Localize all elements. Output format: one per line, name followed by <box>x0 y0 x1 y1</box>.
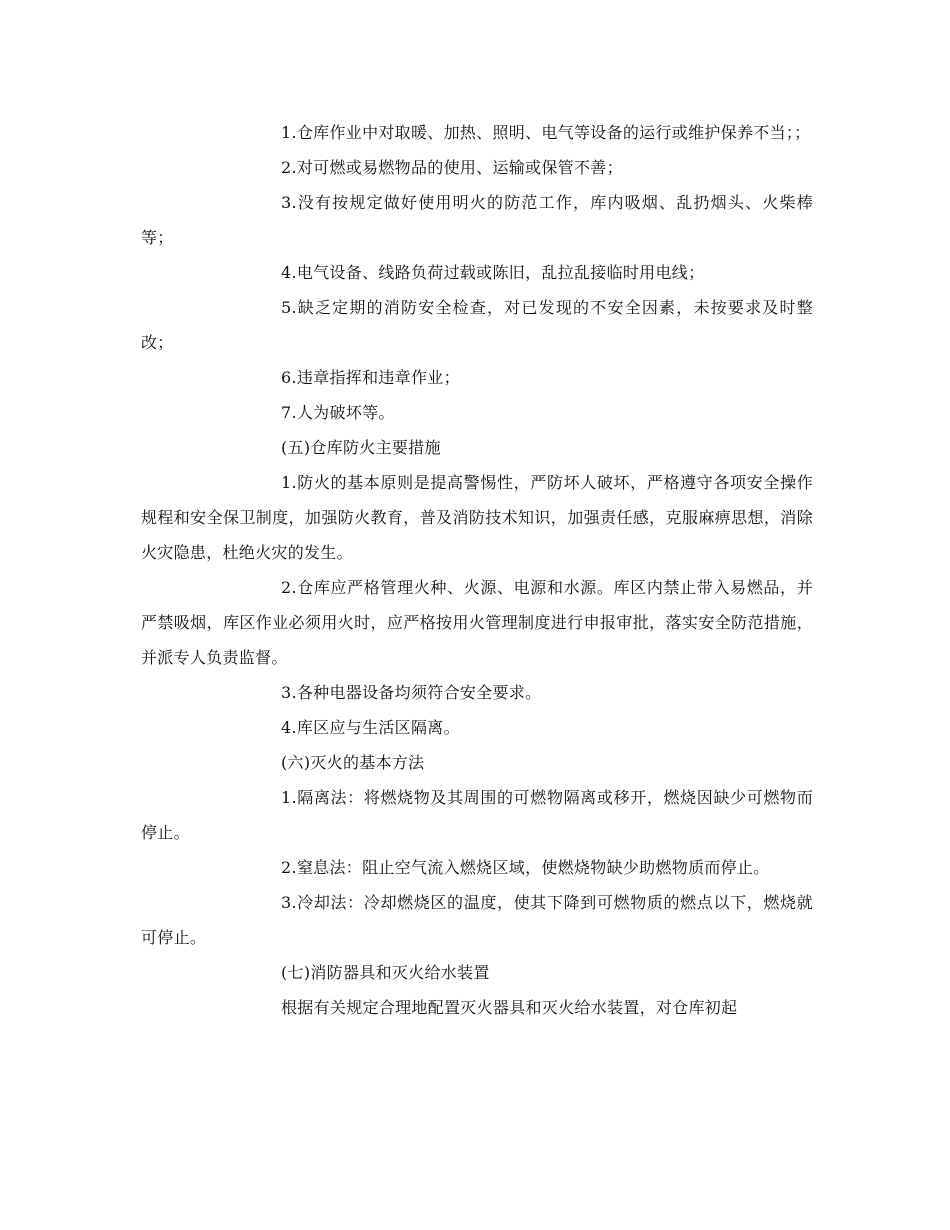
paragraph-measure-4: 4.库区应与生活区隔离。 <box>281 718 460 737</box>
paragraph-item-3: 3.没有按规定做好使用明火的防范工作，库内吸烟、乱扔烟头、火柴棒等； <box>141 193 813 247</box>
paragraph-measure-2: 2.仓库应严格管理火种、火源、电源和水源。库区内禁止带入易燃品，并严禁吸烟，库区作业必须用火时，应严格按用火管理制度进行申报审批，落实安全防范措施，并派专人负责监督。 <box>141 578 813 667</box>
paragraph-item-1: 1.仓库作业中对取暖、加热、照明、电气等设备的运行或维护保养不当；； <box>281 123 811 142</box>
paragraph-measure-1: 1.防火的基本原则是提高警惕性，严防坏人破坏，严格遵守各项安全操作规程和安全保卫制度，加强防火教育，普及消防技术知识，加强责任感，克服麻痹思想，消除火灾隐患，杜绝火灾的发生。 <box>141 473 813 562</box>
section-heading-6: (六)灭火的基本方法 <box>281 753 425 772</box>
paragraph-method-2: 2.窒息法：阻止空气流入燃烧区域，使燃烧物缺少助燃物质而停止。 <box>281 858 770 877</box>
paragraph-item-5: 5.缺乏定期的消防安全检查，对已发现的不安全因素，未按要求及时整改； <box>141 298 813 352</box>
paragraph-measure-3: 3.各种电器设备均须符合安全要求。 <box>281 683 542 702</box>
paragraph-item-4: 4.电气设备、线路负荷过载或陈旧，乱拉乱接临时用电线； <box>281 263 705 282</box>
document-body <box>141 115 813 1025</box>
paragraph-equipment-intro: 根据有关规定合理地配置灭火器具和灭火给水装置，对仓库初起 <box>281 998 738 1017</box>
paragraph-item-7: 7.人为破坏等。 <box>281 403 395 422</box>
section-heading-7: (七)消防器具和灭火给水装置 <box>281 963 490 982</box>
paragraph-item-6: 6.违章指挥和违章作业； <box>281 368 460 387</box>
paragraph-method-1: 1.隔离法：将燃烧物及其周围的可燃物隔离或移开，燃烧因缺少可燃物而停止。 <box>141 788 813 842</box>
section-heading-5: (五)仓库防火主要措施 <box>281 438 441 457</box>
paragraph-item-2: 2.对可燃或易燃物品的使用、运输或保管不善； <box>281 158 623 177</box>
paragraph-method-3: 3.冷却法：冷却燃烧区的温度，使其下降到可燃物质的燃点以下，燃烧就可停止。 <box>141 893 813 947</box>
